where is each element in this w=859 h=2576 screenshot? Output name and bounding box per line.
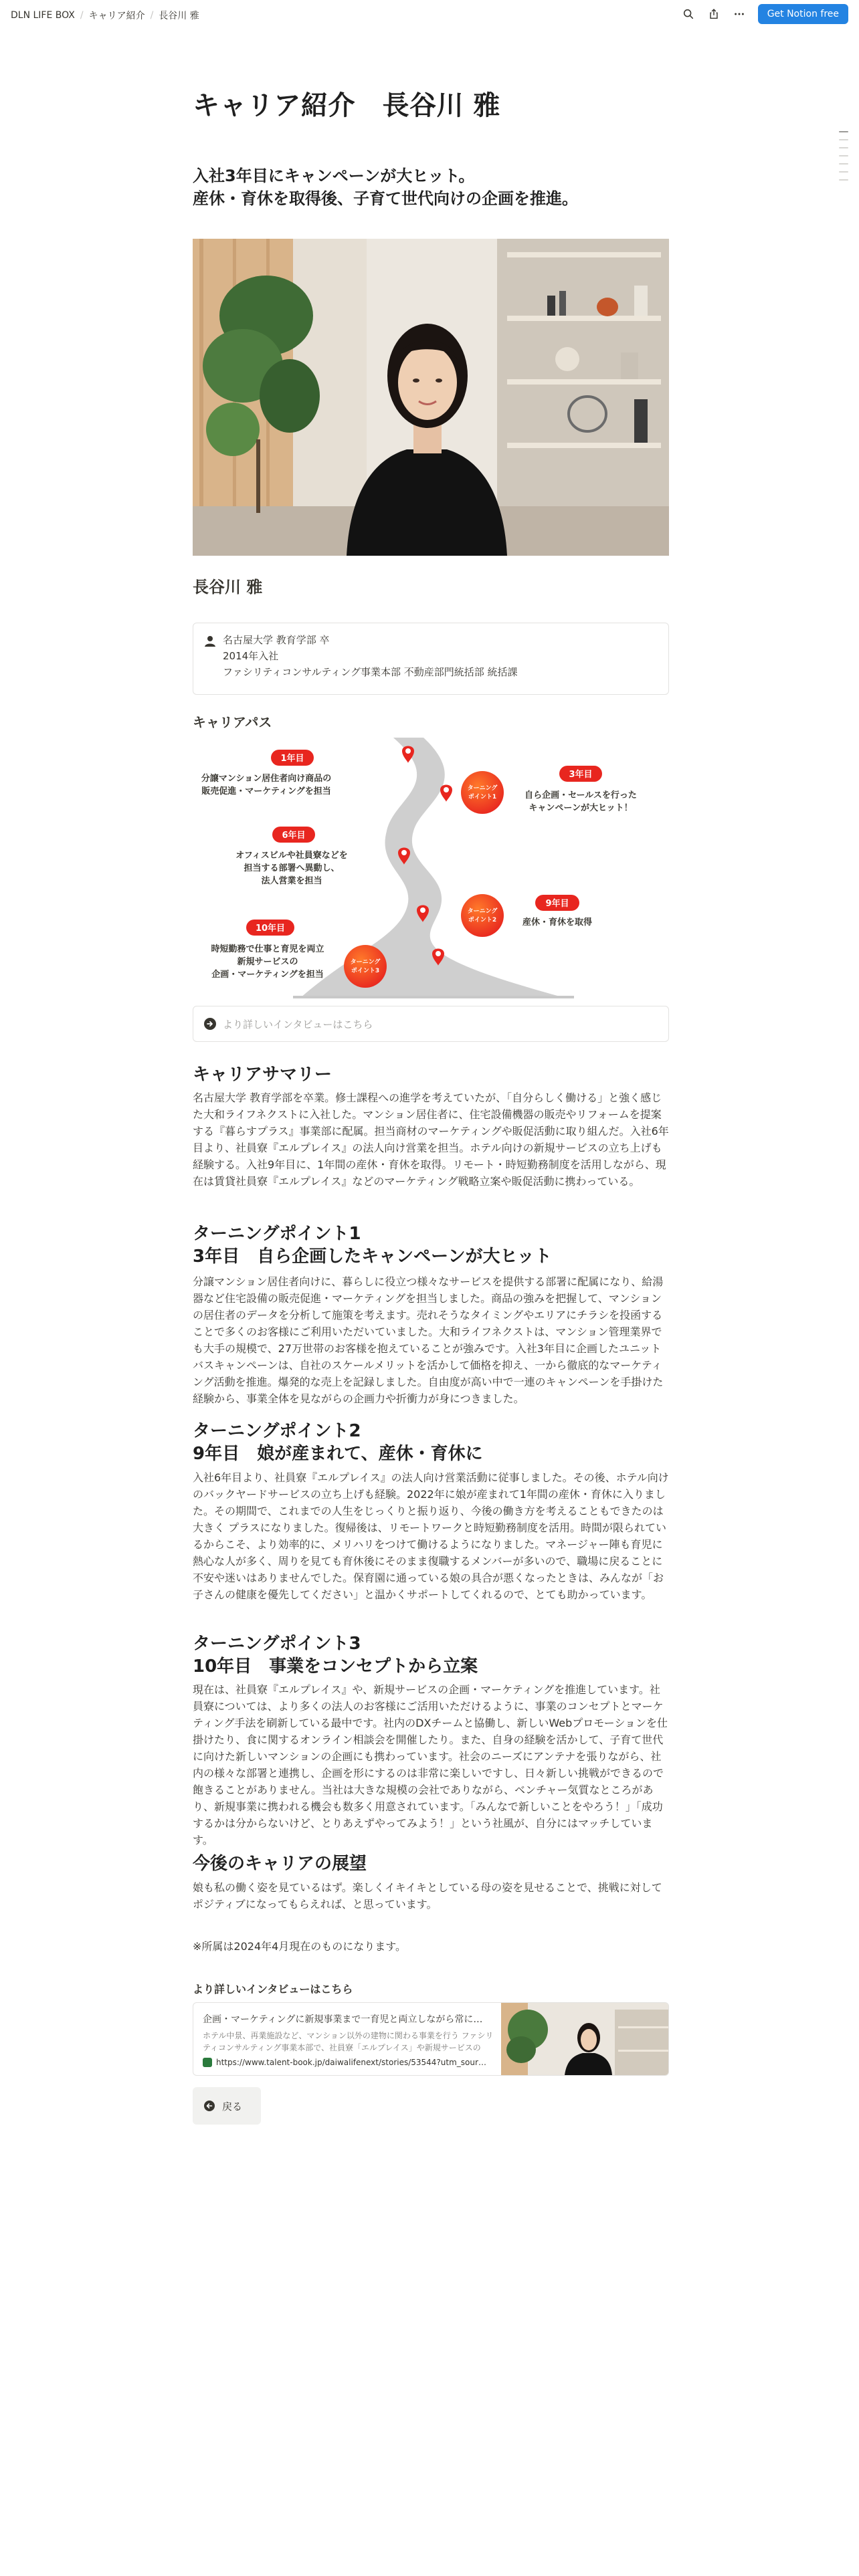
turning-point-3-badge xyxy=(344,945,387,988)
turning-point-number: 1 xyxy=(492,794,497,800)
arrow-circle-icon xyxy=(203,1016,217,1031)
summary-body: 名古屋大学 教育学部を卒業。修士課程への進学を考えていたが、「自分らしく働ける」と強く感じた大和ライフネクストに入社した。マンション居住者に、住宅設備機器の販売やリフォームを提案する『暮らすプラス』事業部に配属。担当商材のマーケティングや販促活動に取り組んだ。入社6年目より、社員寮『エルプレイス』の法人向け営業を担当。ホテル向けの新規サービスの立ち上げも経験する。入社9年目に、1年間の産休・育休を取得。リモート・時短勤務制度を活用しながら、現在は賃貸社員寮『エルプレイス』などのマーケティング戦略立案や販促活動に携わっている。 xyxy=(193,1091,669,1188)
turning-point-label: ポイント xyxy=(468,794,492,800)
toc-marker[interactable] xyxy=(839,147,848,148)
turning-point-label: ポイント xyxy=(468,917,492,924)
turning-point-1-body: 分譲マンション居住者向けに、暮らしに役立つ様々なサービスを提供する部署に配属になり、給湯器など住宅設備の販売促進・マーケティングを担当しました。商品の強みを把握して、マンションの居住者のデータを分析して施策を考えます。売れそうなタイミングやエリアにチラシを投函することで多くのお客様にご利用いただいていました。大和ライフネクストは、マンション管理業界でも大手の規模で、27万世帯のお客様を抱えていることが強みです。入社3年目に企画したユニットバスキャンペーンは、自社のスケールメリットを活かして価格を抑え、一から徹底的なマーケティング活動を推進。爆発的な売上を記録しました。自由度が高い中で一連のキャンペーンを手掛けた経験から、事業全体を見ながらの企画力や折衝力が身につきました。 xyxy=(193,1275,664,1405)
turning-point-3-heading xyxy=(193,1632,478,1678)
bookmark-title[interactable]: 企画・マーケティングに新規事業まで一育児と両立しながら常に… xyxy=(203,2014,483,2025)
bookmark-url[interactable]: https://www.talent-book.jp/daiwalifenext/stories/53544?utm_sour… xyxy=(216,2058,486,2067)
toc-marker[interactable] xyxy=(839,139,848,140)
turning-point-label: ポイント xyxy=(351,968,375,974)
toc-marker[interactable] xyxy=(839,171,848,173)
year-tag-label: 3年目 xyxy=(569,770,593,780)
back-button-label[interactable]: 戻る xyxy=(222,2100,243,2113)
turning-point-number: 2 xyxy=(492,917,497,924)
heading-line: ターニングポイント2 xyxy=(193,1421,361,1441)
breadcrumb-item-workspace[interactable]: DLN LIFE BOX xyxy=(11,10,75,21)
turning-point-number: 3 xyxy=(375,968,380,974)
svg-text:ポイント3 xyxy=(351,966,379,974)
year-text: キャンペーンが大ヒット！ xyxy=(529,803,633,813)
arrow-left-circle-icon xyxy=(203,2100,215,2112)
map-pin-icon xyxy=(440,785,452,802)
future-heading xyxy=(193,1852,367,1875)
page-title: キャリア紹介 長谷川 雅 xyxy=(193,90,500,121)
interview-link-text[interactable]: より詳しいインタビューはこちら xyxy=(223,1018,373,1031)
more-icon[interactable] xyxy=(730,5,749,23)
back-button[interactable] xyxy=(193,2087,261,2125)
turning-point-1-heading xyxy=(193,1222,552,1268)
search-icon[interactable] xyxy=(679,5,698,23)
future-body: 娘も私の働く姿を見ているはず。楽しくイキイキとしている母の姿を見せることで、挑戦に対してポジティブになってもらえれば、と思っています。 xyxy=(193,1881,662,1911)
heading-line: ターニングポイント3 xyxy=(193,1634,361,1654)
get-notion-free-button[interactable]: Get Notion free xyxy=(758,4,848,24)
profile-education: 名古屋大学 教育学部 卒 xyxy=(223,634,330,646)
year-text: 法人営業を担当 xyxy=(261,876,322,886)
summary-heading-text: キャリアサマリー xyxy=(193,1065,332,1085)
favicon-icon xyxy=(203,2058,212,2067)
person-name: 長谷川 雅 xyxy=(193,578,263,597)
toc-marker[interactable] xyxy=(839,155,848,156)
breadcrumb xyxy=(11,9,199,22)
year-text: 自ら企画・セールスを行った xyxy=(524,790,637,800)
year-tag-label: 10年目 xyxy=(255,924,286,934)
lead-line: 入社3年目にキャンペーンが大ヒット。 xyxy=(193,167,475,185)
year-text: 販売促進・マーケティングを担当 xyxy=(201,786,331,796)
profile-department: ファシリティコンサルティング事業本部 不動産部門統括部 統括課 xyxy=(223,666,518,678)
profile-join-year: 2014年入社 xyxy=(223,650,279,662)
year-text: 企画・マーケティングを担当 xyxy=(211,970,324,980)
table-of-contents-markers[interactable] xyxy=(839,131,848,181)
heading-line: 10年目 事業をコンセプトから立案 xyxy=(193,1656,478,1677)
year-text: 時短勤務で仕事と育児を両立 xyxy=(211,944,324,954)
lead-heading xyxy=(193,165,578,210)
turning-point-1-badge xyxy=(461,771,504,814)
year-text: 産休・育休を取得 xyxy=(522,918,593,928)
interview-link-callout[interactable] xyxy=(193,1006,669,1042)
turning-point-label: ターニング xyxy=(467,908,498,915)
profile-callout xyxy=(193,623,669,695)
turning-point-2-badge xyxy=(461,894,504,937)
interview-bookmark[interactable] xyxy=(193,2002,669,2076)
person-icon xyxy=(203,634,217,649)
heading-line: 3年目 自ら企画したキャンペーンが大ヒット xyxy=(193,1247,552,1267)
turning-point-label: ターニング xyxy=(467,785,498,792)
toc-marker[interactable] xyxy=(839,163,848,165)
turning-point-3-body: 現在は、社員寮『エルプレイス』や、新規サービスの企画・マーケティングを推進しています。社員寮については、より多くの法人のお客様にご活用いただけるように、事業のコンセプトとマーケティング手法を刷新している最中です。社内のDXチームと協働し、新しいWebプロモーションを仕掛けたり、食に関するオンライン相談会を開催したり。また、自身の経験を活かして、子育て世代に向けた新しいマンションの企画にも携わっています。社会のニーズにアンテナを張りながら、社内の様々な部署と連携し、企画を形にするのは非常に楽しいですし、日々新しい挑戦ができるので飽きることがありません。当社は大きな規模の会社でありながら、ベンチャー気質なところがあり、新規事業に携われる機会も数多く用意されています。「みんなで新しいことをやろう！」「成功するかは分からないけど、とりあえずやってみよう！」という社風が、自分にはマッチしています。 xyxy=(193,1683,668,1846)
year-tag-label: 6年目 xyxy=(282,831,306,841)
svg-text:ポイント1 xyxy=(468,792,496,800)
top-bar xyxy=(0,0,859,29)
career-path-heading: キャリアパス xyxy=(193,714,272,730)
heading-line: ターニングポイント1 xyxy=(193,1224,361,1244)
year-tag-label: 1年目 xyxy=(280,754,304,764)
lead-line: 産休・育休を取得後、子育て世代向けの企画を推進。 xyxy=(193,189,578,208)
breadcrumb-item-career[interactable]: キャリア紹介 xyxy=(88,11,145,21)
map-pin-icon xyxy=(402,746,414,764)
breadcrumb-item-current[interactable]: 長谷川 雅 xyxy=(159,11,199,21)
heading-line: 9年目 娘が産まれて、産休・育休に xyxy=(193,1444,483,1464)
toc-marker[interactable] xyxy=(839,131,848,132)
year-text: オフィスビルや社員寮などを xyxy=(235,851,348,861)
breadcrumb-separator: / xyxy=(150,10,154,21)
career-path-diagram xyxy=(193,731,669,998)
svg-text:ポイント2 xyxy=(468,916,496,924)
bookmark-description: ホテル中景、再業施設など、マンション以外の建物に関わる事業を行う ファシリティコンサルティング事業本部で、社員寮「エルプレイス」や新規サービスの xyxy=(203,2031,494,2052)
turning-point-label: ターニング xyxy=(350,959,381,966)
affiliation-note: ※所属は2024年4月現在のものになります。 xyxy=(193,1940,407,1953)
more-interview-heading: より詳しいインタビューはこちら xyxy=(193,1983,353,1996)
year-text: 担当する部署へ異動し、 xyxy=(244,863,340,873)
year-tag-label: 9年目 xyxy=(545,899,569,909)
share-icon[interactable] xyxy=(704,5,723,23)
summary-heading xyxy=(193,1063,332,1086)
bookmark-thumbnail xyxy=(501,2003,668,2075)
hero-photo xyxy=(193,239,669,556)
year-text: 分譲マンション居住者向け商品の xyxy=(201,774,332,784)
toc-marker[interactable] xyxy=(839,179,848,181)
future-heading-text: 今後のキャリアの展望 xyxy=(193,1854,367,1874)
turning-point-2-heading xyxy=(193,1420,483,1465)
bookmark-url-row[interactable] xyxy=(203,2058,497,2067)
breadcrumb-separator: / xyxy=(80,10,84,21)
year-text: 新規サービスの xyxy=(237,957,298,967)
turning-point-2-body: 入社6年目より、社員寮『エルプレイス』の法人向け営業活動に従事しました。その後、ホテル向けのバックヤードサービスの立ち上げも経験。2022年に娘が産まれて1年間の産休・育休に入りました。その期間で、これまでの人生をじっくりと振り返り、今後の働き方を考えることもできたのは大きく プラスになりました。復帰後は、リモートワークと時短勤務制度を活用。時間が限られているからこそ、より効率的に、メリハリをつけて働けるようになりました。マネージャー陣も育児に熱心な人が多く、周りを見ても育休後にそのまま復職するメンバーが多いので、職場に戻ることに不安や迷いはありませんでした。保育園に通っている娘の具合が悪くなったときは、みんなが「お子さんの健康を優先してください」と温かくサポートしてくれるので、とても助かっています。 xyxy=(193,1471,669,1601)
